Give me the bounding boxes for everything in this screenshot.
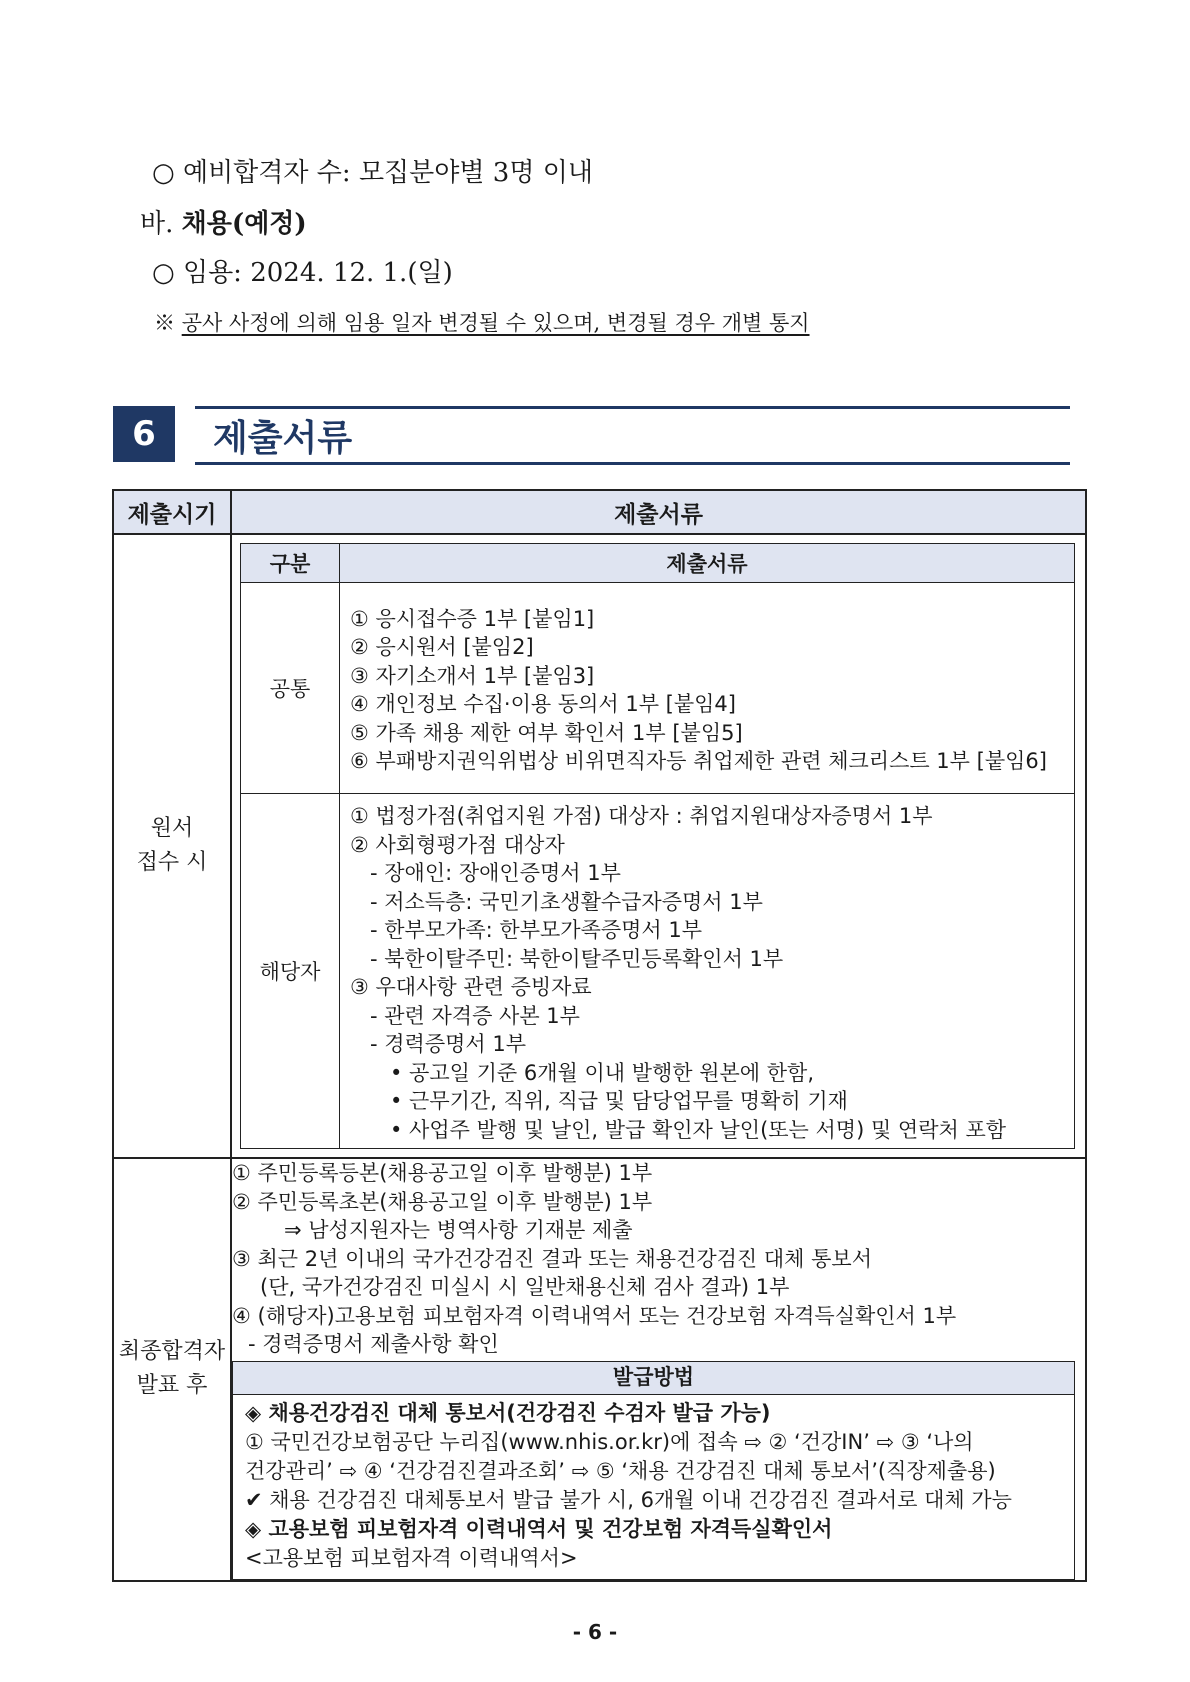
inner-header-category: 구분 <box>241 544 340 583</box>
method-line: ◈ 채용건강검진 대체 통보서(건강검진 수검자 발급 가능) <box>245 1400 771 1425</box>
notice-mark: ※ <box>154 311 175 335</box>
list-item: • 사업주 발행 및 날인, 발급 확인자 날인(또는 서명) 및 연락처 포함 <box>390 1117 1007 1142</box>
list-item: ⑥ 부패방지권익위법상 비위면직자등 취업제한 관련 체크리스트 1부 [붙임6] <box>350 749 1047 773</box>
section-title: 제출서류 <box>213 418 353 459</box>
period-line: 발표 후 <box>136 1373 208 1399</box>
inner-header-documents: 제출서류 <box>340 544 1075 583</box>
page-number: - 6 - <box>572 1620 618 1644</box>
list-item: ④ 개인정보 수집·이용 동의서 1부 [붙임4] <box>350 692 736 716</box>
list-item: - 장애인: 장애인증명서 1부 <box>370 861 621 885</box>
period-application <box>113 534 231 1158</box>
method-line: ① 국민건강보험공단 누리집(www.nhis.or.kr)에 접속 ⇨ ② ‘건강IN’ ⇨ ③ ‘나의 <box>245 1429 974 1454</box>
appointment-date-text: 임용: 2024. 12. 1.(일) <box>182 258 453 288</box>
category-applicable: 해당자 <box>241 794 340 1149</box>
application-inner-table <box>240 543 1075 1149</box>
period-final <box>113 1158 231 1581</box>
list-item: ② 응시원서 [붙임2] <box>350 635 534 659</box>
method-line: 건강관리’ ⇨ ④ ‘건강검진결과조회’ ⇨ ⑤ ‘채용 건강검진 대체 통보서’(직장제출용) <box>245 1458 996 1483</box>
list-item: ⇒ 남성지원자는 병역사항 기재분 제출 <box>284 1218 633 1242</box>
section-rule-bottom <box>195 462 1070 465</box>
header-documents: 제출서류 <box>231 490 1086 534</box>
final-cell <box>231 1158 1086 1581</box>
common-doc-list <box>340 583 1075 794</box>
applicable-doc-list <box>340 794 1075 1149</box>
notice-text: 공사 사정에 의해 임용 일자 변경될 수 있으며, 변경될 경우 개별 통지 <box>181 311 810 335</box>
list-item: (단, 국가건강검진 미실시 시 일반채용신체 검사 결과) 1부 <box>260 1275 790 1299</box>
bullet-circle: ○ <box>152 158 175 188</box>
period-line: 최종합격자 <box>118 1339 226 1365</box>
list-item: ⑤ 가족 채용 제한 여부 확인서 1부 [붙임5] <box>350 720 743 745</box>
list-item: - 경력증명서 1부 <box>370 1032 527 1056</box>
subheading-prefix: 바. <box>140 209 174 239</box>
common-row <box>241 583 1075 794</box>
list-item: • 공고일 기준 6개월 이내 발행한 원본에 한함, <box>390 1060 815 1085</box>
section-number: 6 <box>113 406 175 462</box>
list-item: ③ 최근 2년 이내의 국가건강검진 결과 또는 채용건강검진 대체 통보서 <box>232 1246 872 1271</box>
application-cell <box>231 534 1086 1158</box>
list-item: - 한부모가족: 한부모가족증명서 1부 <box>370 918 703 942</box>
method-line: <고용보험 피보험자격 이력내역서> <box>245 1545 578 1570</box>
list-item: - 관련 자격증 사본 1부 <box>370 1003 580 1028</box>
list-item: ① 응시접수증 1부 [붙임1] <box>350 606 595 631</box>
table-row-application <box>113 534 1086 1158</box>
documents-table <box>112 489 1087 1582</box>
category-common: 공통 <box>241 583 340 794</box>
list-item: - 경력증명서 제출사항 확인 <box>248 1332 499 1356</box>
subheading-employment <box>140 203 307 240</box>
list-item: ② 사회형평가점 대상자 <box>350 832 565 857</box>
notice-line <box>154 307 810 337</box>
list-item: ② 주민등록초본(채용공고일 이후 발행분) 1부 <box>232 1189 653 1214</box>
period-line: 원서 <box>150 816 194 841</box>
table-header-row <box>113 490 1086 534</box>
list-item: ③ 자기소개서 1부 [붙임3] <box>350 663 595 688</box>
list-item: - 저소득층: 국민기초생활수급자증명서 1부 <box>370 889 763 914</box>
list-item: ① 법정가점(취업지원 가점) 대상자 : 취업지원대상자증명서 1부 <box>350 804 933 828</box>
applicable-row <box>241 794 1075 1149</box>
list-item: ④ (해당자)고용보험 피보험자격 이력내역서 또는 건강보험 자격득실확인서 1부 <box>232 1303 957 1328</box>
reserve-count-text: 예비합격자 수: 모집분야별 3명 이내 <box>182 158 593 188</box>
appointment-date-line <box>152 252 453 289</box>
inner-header-row <box>241 544 1075 583</box>
list-item: • 근무기간, 직위, 직급 및 담당업무를 명확히 기재 <box>390 1089 848 1113</box>
header-period: 제출시기 <box>113 490 231 534</box>
reserve-count-line <box>152 152 593 189</box>
table-row-final <box>113 1158 1086 1581</box>
section-rule-top <box>195 406 1070 409</box>
issuance-method-box <box>232 1361 1075 1580</box>
list-item: - 북한이탈주민: 북한이탈주민등록확인서 1부 <box>370 946 784 971</box>
list-item: ① 주민등록등본(채용공고일 이후 발행분) 1부 <box>232 1161 653 1185</box>
period-line: 접수 시 <box>136 850 208 875</box>
method-line: ◈ 고용보험 피보험자격 이력내역서 및 건강보험 자격득실확인서 <box>245 1516 833 1541</box>
method-header: 발급방법 <box>233 1361 1075 1394</box>
method-body <box>233 1394 1075 1579</box>
subheading-text: 채용(예정) <box>181 209 307 239</box>
list-item: ③ 우대사항 관련 증빙자료 <box>350 975 592 999</box>
bullet-circle: ○ <box>152 258 175 288</box>
method-line: ✔ 채용 건강검진 대체통보서 발급 불가 시, 6개월 이내 건강검진 결과서로 대체 가능 <box>245 1487 1012 1512</box>
